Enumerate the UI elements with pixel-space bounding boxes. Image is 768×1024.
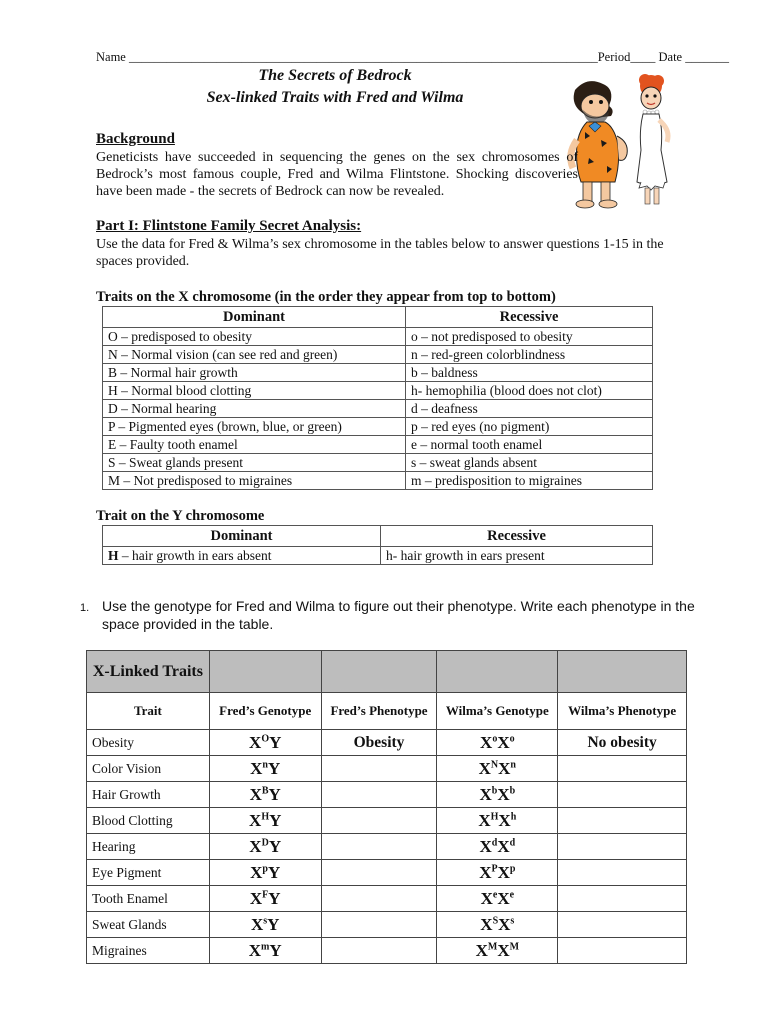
wilma-genotype-cell: $X^oX^o$ xyxy=(437,730,558,756)
worksheet-subtitle: Sex-linked Traits with Fred and Wilma xyxy=(206,89,464,106)
trait-name-cell: Color Vision xyxy=(87,756,210,782)
background-paragraph: Geneticists have succeeded in sequencing the genes on the sex chromosomes of Bedrock’s most famous couple, Fred and Wilma Flintstone. Shocking discoveries have been made - the secrets of Bedrock can now be revealed. xyxy=(96,150,578,199)
wilma-phenotype-cell[interactable] xyxy=(558,756,687,782)
background-heading: Background xyxy=(96,131,175,147)
wilma-phenotype-cell[interactable] xyxy=(558,834,687,860)
fred-genotype-cell: $X^mY$ xyxy=(209,938,321,964)
table-row xyxy=(87,756,687,782)
trait-column-header: Trait xyxy=(87,693,210,730)
y-dominant-cell: H – hair growth in ears absent xyxy=(103,547,381,565)
dominant-allele-cell: D – Normal hearing xyxy=(103,400,406,418)
y-table-dominant-header: Dominant xyxy=(103,526,381,547)
table-row xyxy=(87,782,687,808)
fred-genotype-cell: $X^FY$ xyxy=(209,886,321,912)
fred-phenotype-cell[interactable] xyxy=(321,938,437,964)
fred-genotype-cell: $X^HY$ xyxy=(209,808,321,834)
fred-phenotype-cell[interactable] xyxy=(321,808,437,834)
y-chromosome-heading: Trait on the Y chromosome xyxy=(96,508,265,524)
recessive-allele-cell: n – red-green colorblindness xyxy=(406,346,653,364)
wilma-phenotype-cell[interactable] xyxy=(558,886,687,912)
wilma-phenotype-header: Wilma’s Phenotype xyxy=(558,693,687,730)
date-label: Date xyxy=(658,50,683,64)
table-row xyxy=(87,730,687,756)
dominant-allele-cell: N – Normal vision (can see red and green) xyxy=(103,346,406,364)
part1-heading: Part I: Flintstone Family Secret Analysis: xyxy=(96,218,362,234)
trait-name-cell: Hair Growth xyxy=(87,782,210,808)
wilma-genotype-cell: $X^NX^n$ xyxy=(437,756,558,782)
trait-name-cell: Eye Pigment xyxy=(87,860,210,886)
wilma-phenotype-cell[interactable] xyxy=(558,860,687,886)
trait-name-cell: Obesity xyxy=(87,730,210,756)
table-row xyxy=(87,808,687,834)
x-chromosome-heading: Traits on the X chromosome (in the order they appear from top to bottom) xyxy=(96,289,556,305)
recessive-allele-cell: m – predisposition to migraines xyxy=(406,472,653,490)
trait-name-cell: Tooth Enamel xyxy=(87,886,210,912)
y-recessive-cell: h- hair growth in ears present xyxy=(381,547,653,565)
recessive-allele-cell: d – deafness xyxy=(406,400,653,418)
fred-phenotype-cell[interactable] xyxy=(321,912,437,938)
table-row xyxy=(87,860,687,886)
worksheet-title: The Secrets of Bedrock xyxy=(258,67,412,84)
table-row xyxy=(103,547,653,565)
dominant-allele-cell: B – Normal hair growth xyxy=(103,364,406,382)
fred-phenotype-cell[interactable] xyxy=(321,860,437,886)
recessive-allele-cell: p – red eyes (no pigment) xyxy=(406,418,653,436)
wilma-phenotype-cell[interactable] xyxy=(558,808,687,834)
table-row xyxy=(103,436,653,454)
fred-genotype-cell: $X^nY$ xyxy=(209,756,321,782)
table-row xyxy=(103,328,653,346)
table-row xyxy=(103,346,653,364)
y-chromosome-trait-table xyxy=(102,525,653,565)
name-label: Name xyxy=(96,50,126,64)
recessive-allele-cell: o – not predisposed to obesity xyxy=(406,328,653,346)
x-table-dominant-header: Dominant xyxy=(103,307,406,328)
name-period-date-line xyxy=(96,50,729,65)
fred-phenotype-cell[interactable] xyxy=(321,886,437,912)
dominant-allele-cell: O – predisposed to obesity xyxy=(103,328,406,346)
wilma-phenotype-cell[interactable] xyxy=(558,938,687,964)
table-row xyxy=(87,886,687,912)
x-linked-traits-title: X-Linked Traits xyxy=(87,651,210,693)
table-row xyxy=(103,382,653,400)
recessive-allele-cell: h- hemophilia (blood does not clot) xyxy=(406,382,653,400)
fred-genotype-cell: $X^DY$ xyxy=(209,834,321,860)
dominant-allele-cell: P – Pigmented eyes (brown, blue, or green) xyxy=(103,418,406,436)
wilma-phenotype-cell[interactable] xyxy=(558,782,687,808)
wilma-figure xyxy=(637,74,668,204)
table-row xyxy=(103,364,653,382)
trait-name-cell: Migraines xyxy=(87,938,210,964)
wilma-genotype-cell: XeXe xyxy=(437,886,558,912)
fred-genotype-cell: $X^pY$ xyxy=(209,860,321,886)
question-1-number: 1. xyxy=(80,602,90,614)
period-label: Period xyxy=(597,50,631,64)
fred-phenotype-header: Fred’s Phenotype xyxy=(321,693,437,730)
dominant-allele-cell: S – Sweat glands present xyxy=(103,454,406,472)
x-table-recessive-header: Recessive xyxy=(406,307,653,328)
fred-figure xyxy=(571,81,628,208)
y-table-recessive-header: Recessive xyxy=(381,526,653,547)
recessive-allele-cell: s – sweat glands absent xyxy=(406,454,653,472)
fred-genotype-cell: $X^BY$ xyxy=(209,782,321,808)
fred-phenotype-cell[interactable] xyxy=(321,834,437,860)
table-row xyxy=(103,454,653,472)
table-row xyxy=(87,834,687,860)
table-row xyxy=(103,400,653,418)
x-chromosome-traits-table xyxy=(102,306,653,490)
question-1-text: Use the genotype for Fred and Wilma to figure out their phenotype. Write each phenotype in the space provided in the table. xyxy=(102,598,695,632)
dominant-allele-cell: E – Faulty tooth enamel xyxy=(103,436,406,454)
wilma-genotype-cell: $X^dX^d$ xyxy=(437,834,558,860)
wilma-genotype-cell: $X^HX^h$ xyxy=(437,808,558,834)
name-blank[interactable]: ___________________________________________________________________________ xyxy=(128,50,598,64)
dominant-allele-cell: H – Normal blood clotting xyxy=(103,382,406,400)
part1-paragraph: Use the data for Fred & Wilma’s sex chromosome in the tables below to answer questions 1-15 in the spaces provided. xyxy=(96,237,664,269)
x-linked-traits-table xyxy=(86,650,687,964)
fred-genotype-cell: $X^OY$ xyxy=(209,730,321,756)
table-row xyxy=(103,418,653,436)
date-blank[interactable]: _______ xyxy=(685,50,729,64)
recessive-allele-cell: e – normal tooth enamel xyxy=(406,436,653,454)
period-blank[interactable]: ____ xyxy=(630,50,656,64)
trait-name-cell: Sweat Glands xyxy=(87,912,210,938)
fred-genotype-cell: $X^sY$ xyxy=(209,912,321,938)
fred-phenotype-cell[interactable]: Obesity xyxy=(321,730,437,756)
trait-name-cell: Blood Clotting xyxy=(87,808,210,834)
fred-genotype-header: Fred’s Genotype xyxy=(209,693,321,730)
wilma-genotype-cell: $X^bX^b$ xyxy=(437,782,558,808)
wilma-genotype-header: Wilma’s Genotype xyxy=(437,693,558,730)
table-row xyxy=(87,912,687,938)
wilma-phenotype-cell[interactable] xyxy=(558,912,687,938)
fred-phenotype-cell[interactable] xyxy=(321,782,437,808)
trait-name-cell: Hearing xyxy=(87,834,210,860)
fred-phenotype-cell[interactable] xyxy=(321,756,437,782)
wilma-genotype-cell: $X^MX^M$ xyxy=(437,938,558,964)
dominant-allele-cell: M – Not predisposed to migraines xyxy=(103,472,406,490)
recessive-allele-cell: b – baldness xyxy=(406,364,653,382)
wilma-genotype-cell: $X^SX^s$ xyxy=(437,912,558,938)
table-row xyxy=(103,472,653,490)
table-row xyxy=(87,938,687,964)
wilma-phenotype-cell[interactable]: No obesity xyxy=(558,730,687,756)
wilma-genotype-cell: $X^PX^p$ xyxy=(437,860,558,886)
